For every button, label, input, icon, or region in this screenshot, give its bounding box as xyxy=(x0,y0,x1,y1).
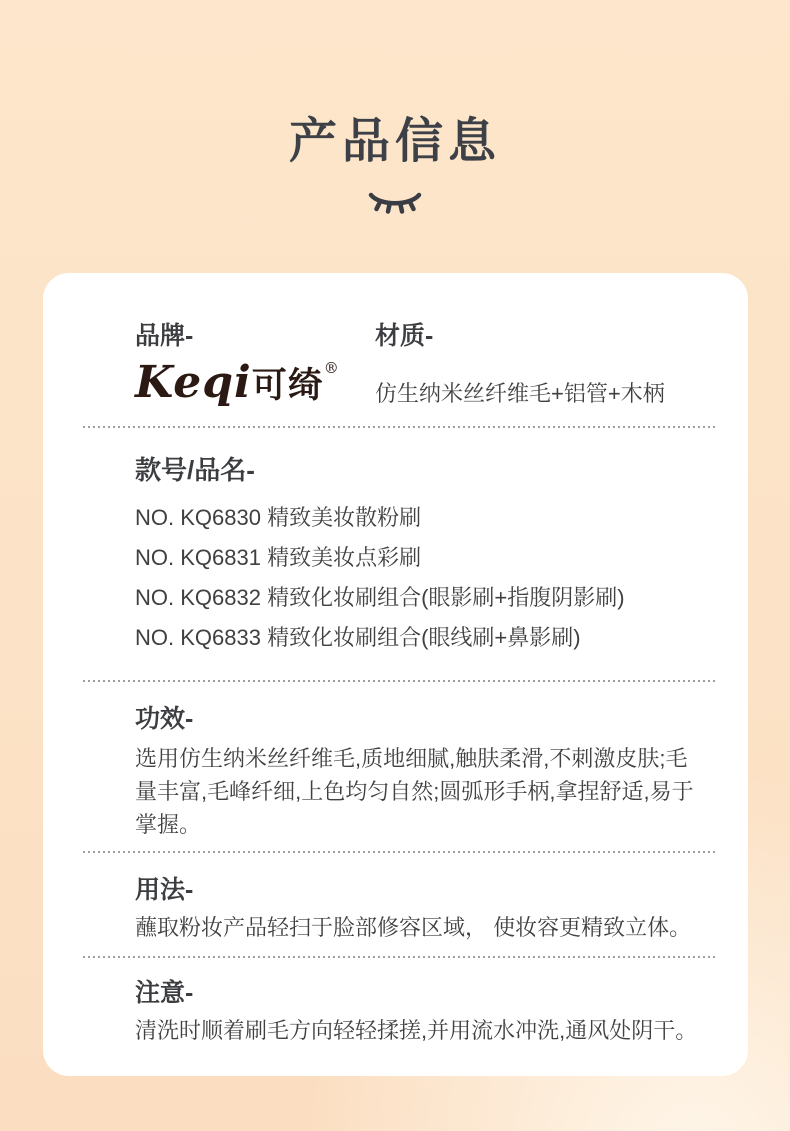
brand-material-row xyxy=(43,273,748,426)
brand-logo-cn: 可绮 xyxy=(251,365,324,406)
page-title: 产品信息 xyxy=(288,115,501,168)
brand-logo-latin: Keqi xyxy=(135,357,252,408)
brand-label: 品牌- xyxy=(135,322,194,350)
models-section xyxy=(43,428,748,680)
model-item: NO. KQ6831 精致美妆点彩刷 xyxy=(135,545,422,570)
usage-label: 用法- xyxy=(135,876,194,904)
material-label: 材质- xyxy=(375,322,434,350)
caution-label: 注意- xyxy=(135,979,194,1007)
usage-text: 蘸取粉妆产品轻扫于脸部修容区域， 使妆容更精致立体。 xyxy=(135,915,692,940)
brand-logo xyxy=(135,357,375,408)
model-item: NO. KQ6832 精致化妆刷组合(眼影刷+指腹阴影刷) xyxy=(135,585,625,610)
caution-text: 清洗时顺着刷毛方向轻轻揉搓,并用流水冲洗,通风处阴干。 xyxy=(135,1018,698,1043)
caution-section xyxy=(43,958,748,1047)
registered-trademark-mark: ® xyxy=(323,359,339,377)
model-item: NO. KQ6830 精致美妆散粉刷 xyxy=(135,505,422,530)
closed-eye-icon xyxy=(0,190,790,218)
usage-section xyxy=(43,853,748,956)
model-item: NO. KQ6833 精致化妆刷组合(眼线刷+鼻影刷) xyxy=(135,625,581,650)
material-block xyxy=(375,319,708,410)
models-label: 款号/品名- xyxy=(135,455,255,485)
efficacy-text: 选用仿生纳米丝纤维毛,质地细腻,触肤柔滑,不刺激皮肤;毛量丰富,毛峰纤细,上色均匀自然;圆弧形手柄,拿捏舒适,易于掌握。 xyxy=(135,746,694,837)
efficacy-section xyxy=(43,682,748,851)
brand-block xyxy=(135,319,375,410)
material-value: 仿生纳米丝纤维毛+铝管+木柄 xyxy=(375,381,665,406)
model-list xyxy=(135,498,708,658)
efficacy-label: 功效- xyxy=(135,705,194,733)
info-card xyxy=(43,273,748,1076)
